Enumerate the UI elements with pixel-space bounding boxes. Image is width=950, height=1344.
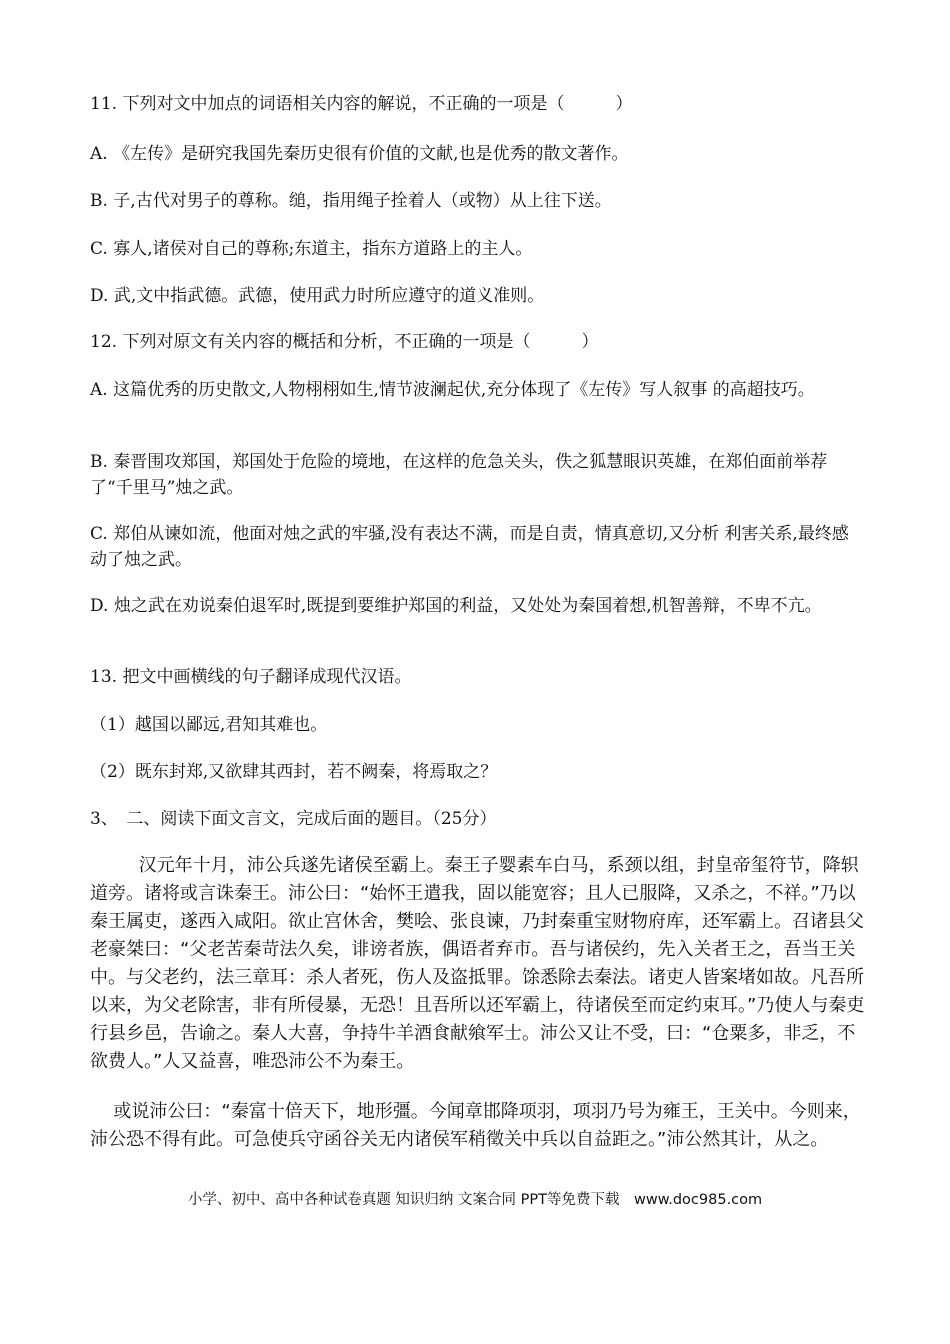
question-12-option-b: B. 秦晋围攻郑国，郑国处于危险的境地，在这样的危急关头，佚之狐慧眼识英雄，在郑伯面前举荐了“千里马”烛之武。 — [90, 452, 828, 498]
question-11-option-d: D. 武,文中指武德。武德，使用武力时所应遵守的道义准则。 — [90, 286, 545, 306]
section-heading: 3、 二、阅读下面文言文，完成后面的题目。（25分） — [90, 809, 497, 829]
question-11-option-c: C. 寡人,诸侯对自己的尊称;东道主，指东方道路上的主人。 — [90, 239, 533, 259]
question-13-stem: 13. 把文中画横线的句子翻译成现代汉语。 — [90, 667, 412, 687]
question-13-sentence-1: （1）越国以鄙远,君知其难也。 — [90, 715, 328, 735]
question-11-option-a: A. 《左传》是研究我国先秦历史很有价值的文献,也是优秀的散文著作。 — [90, 144, 629, 164]
question-12-option-a: A. 这篇优秀的历史散文,人物栩栩如生,情节波澜起伏,充分体现了《左传》写人叙事 的高超技巧。 — [90, 380, 815, 400]
question-12-option-d: D. 烛之武在劝说秦伯退军时,既提到要维护郑国的利益，又处处为秦国着想,机智善辩，不卑不亢。 — [90, 596, 822, 616]
question-11-stem: 11. 下列对文中加点的词语相关内容的解说，不正确的一项是（ ） — [90, 94, 633, 114]
passage-paragraph-1: 汉元年十月，沛公兵遂先诸侯至霸上。秦王子婴素车白马，系颈以组，封皇帝玺符节，降轵道旁。诸将或言诛秦王。沛公曰：“始怀王遣我，固以能宽容；且人已服降，又杀之，不祥。”乃以秦王属吏，遂西入咸阳。欲止宫休舍，樊哙、张良谏，乃封秦重宝财物府库，还军霸上。召诸县父老豪桀曰：“父老苦秦苛法久矣，诽谤者族，偶语者弃市。吾与诸侯约，先入关者王之，吾当王关中。与父老约，法三章耳：杀人者死，伤人及盗抵罪。馀悉除去秦法。诸吏人皆案堵如故。凡吾所以来，为父老除害，非有所侵暴，无恐！且吾所以还军霸上，待诸侯至而定约束耳。”乃使人与秦吏行县乡邑，告谕之。秦人大喜，争持牛羊酒食献飨军士。沛公又让不受，曰：“仓粟多，非乏，不欲费人。”人又益喜，唯恐沛公不为秦王。 — [90, 855, 865, 1072]
question-11-option-b: B. 子,古代对男子的尊称。缒，指用绳子拴着人（或物）从上往下送。 — [90, 191, 612, 211]
page-footer: 小学、初中、高中各种试卷真题 知识归纳 文案合同 PPT等免费下载 www.doc985.com — [187, 1192, 763, 1208]
question-12-stem: 12. 下列对原文有关内容的概括和分析，不正确的一项是（ ） — [90, 332, 599, 352]
question-13-sentence-2: （2）既东封郑,又欲肆其西封，若不阙秦，将焉取之？ — [90, 762, 498, 782]
question-12-option-c: C. 郑伯从谏如流，他面对烛之武的牢骚,没有表达不满，而是自责，情真意切,又分析 利害关系,最终感动了烛之武。 — [90, 524, 849, 570]
passage-paragraph-2: 或说沛公曰：“秦富十倍天下，地形彊。今闻章邯降项羽，项羽乃号为雍王，王关中。今则来，沛公恐不得有此。可急使兵守函谷关无内诸侯军稍徵关中兵以自益距之。”沛公然其计，从之。 — [90, 1101, 861, 1150]
